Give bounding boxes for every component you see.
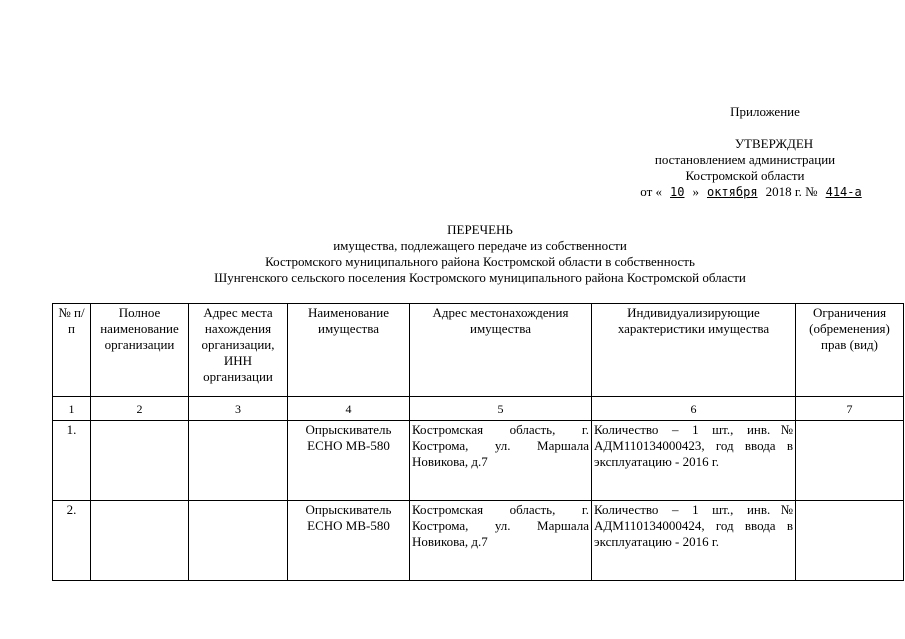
- header-cell: Полное наименование организации: [91, 304, 189, 397]
- property-table: [52, 303, 904, 581]
- column-number: 6: [592, 397, 796, 421]
- org-name-cell: [91, 501, 189, 581]
- column-number: 5: [410, 397, 592, 421]
- date-year: 2018 г. №: [765, 184, 818, 199]
- column-number: 3: [189, 397, 288, 421]
- org-address-cell: [189, 421, 288, 501]
- table-row: [53, 501, 904, 581]
- characteristics-cell: Количество – 1 шт., инв.№ АДМ110134000423, год ввода в эксплуатацию - 2016 г.: [592, 421, 796, 501]
- date-mid: »: [692, 184, 699, 199]
- restrictions-cell: [796, 421, 904, 501]
- approval-line-1: постановлением администрации: [654, 152, 836, 167]
- header-cell: № п/п: [53, 304, 91, 397]
- org-name-cell: [91, 421, 189, 501]
- characteristics-cell: Количество – 1 шт., инв.№ АДМ110134000424, год ввода в эксплуатацию - 2016 г.: [592, 501, 796, 581]
- column-number: 7: [796, 397, 904, 421]
- property-name-cell: Опрыскиватель ECHO MB-580: [288, 501, 410, 581]
- approval-block: [600, 104, 890, 200]
- table-header-row: [53, 304, 904, 397]
- column-number: 4: [288, 397, 410, 421]
- header-cell: Адрес местонахождения имущества: [410, 304, 592, 397]
- approval-line-2: Костромской области: [685, 168, 805, 183]
- org-address-cell: [189, 501, 288, 581]
- header-cell: Индивидуализирующие характеристики имущества: [592, 304, 796, 397]
- header-cell: Адрес места нахождения организации, ИНН организации: [189, 304, 288, 397]
- header-cell: Наименование имущества: [288, 304, 410, 397]
- title-heading: ПЕРЕЧЕНЬ: [447, 222, 513, 237]
- header-cell: Ограничения (обременения) прав (вид): [796, 304, 904, 397]
- document-title: [50, 222, 905, 286]
- table-row: [53, 421, 904, 501]
- property-name-cell: Опрыскиватель ECHO MB-580: [288, 421, 410, 501]
- approved-label: УТВЕРЖДЕН: [734, 136, 814, 151]
- restrictions-cell: [796, 501, 904, 581]
- row-number: 1.: [53, 421, 91, 501]
- date-day: 10: [670, 185, 685, 199]
- title-line-3: Шунгенского сельского поселения Костромского муниципального района Костромской области: [214, 270, 746, 285]
- date-prefix: от «: [640, 184, 663, 199]
- property-address-cell: Костромская область, г. Кострома, ул. Маршала Новикова, д.7: [410, 501, 592, 581]
- date-month: октября: [706, 185, 758, 199]
- approval-date-line: [620, 184, 890, 200]
- appendix-label: Приложение: [730, 104, 800, 119]
- title-line-1: имущества, подлежащего передаче из собственности: [333, 238, 627, 253]
- column-number: 2: [91, 397, 189, 421]
- column-number-row: [53, 397, 904, 421]
- decree-number: 414-а: [825, 185, 862, 199]
- property-address-cell: Костромская область, г. Кострома, ул. Маршала Новикова, д.7: [410, 421, 592, 501]
- row-number: 2.: [53, 501, 91, 581]
- column-number: 1: [53, 397, 91, 421]
- title-line-2: Костромского муниципального района Костромской области в собственность: [265, 254, 695, 269]
